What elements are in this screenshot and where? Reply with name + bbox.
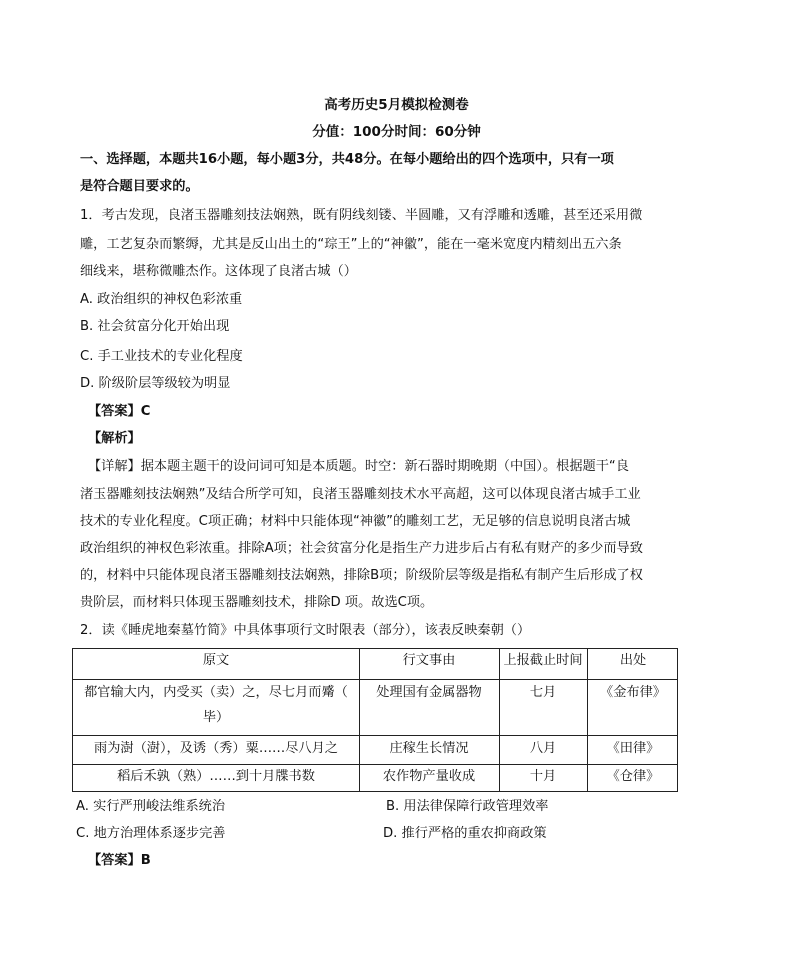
- q1-detail: 的，材料中只能体现良渚玉器雕刻技法娴熟，排除B项；阶级阶层等级是指私有制产生后形成了权: [80, 568, 643, 583]
- table-cell: 《田律》: [606, 741, 660, 756]
- q1-stem: 细线来，堪称微雕杰作。这体现了良渚古城（）: [80, 264, 357, 279]
- table-row-divider: [73, 764, 677, 765]
- table-header: 出处: [619, 653, 647, 668]
- page-title: 高考历史5月模拟检测卷: [324, 97, 469, 113]
- q1-answer: 【答案】C: [88, 404, 151, 419]
- q1-stem: 雕，工艺复杂而繁缛，尤其是反山出土的“琮王”上的“神徽”，能在一毫米宽度内精刻出五六条: [80, 237, 622, 252]
- q2-option-c: C. 地方治理体系逐步完善: [76, 826, 226, 841]
- table-row-divider: [73, 735, 677, 736]
- table-cell: 农作物产量收成: [382, 769, 476, 784]
- table-cell: 雨为澍（澍），及诱（秀）粟……尽八月之: [94, 741, 338, 756]
- q1-option-b: B. 社会贫富分化开始出现: [80, 319, 230, 334]
- table-cell: 七月: [529, 685, 557, 700]
- table-cell: 《金布律》: [600, 685, 666, 700]
- table-cell: 八月: [529, 741, 557, 756]
- q1-stem: 1．考古发现，良渚玉器雕刻技法娴熟，既有阴线刻镂、半圆雕，又有浮雕和透雕，甚至还采用微: [80, 208, 643, 223]
- q2-option-d: D. 推行严格的重农抑商政策: [383, 826, 547, 841]
- table-cell: 十月: [529, 769, 557, 784]
- table-cell: 《仓律》: [606, 769, 660, 784]
- q2-answer: 【答案】B: [88, 853, 151, 868]
- q1-option-d: D. 阶级阶层等级较为明显: [80, 376, 231, 391]
- statute-table: [72, 648, 678, 792]
- q2-option-b: B. 用法律保障行政管理效率: [386, 799, 549, 814]
- table-cell: 毕）: [202, 710, 230, 725]
- section-instruction-cont: 是符合题目要求的。: [80, 179, 199, 194]
- q1-detail: 政治组织的神权色彩浓重。排除A项；社会贫富分化是指生产力进步后占有私有财产的多少而导致: [80, 541, 643, 556]
- q1-detail: 【详解】据本题主题干的设问词可知是本质题。时空：新石器时期晚期（中国）。根据题干“良: [88, 459, 629, 474]
- q2-stem: 2．读《睡虎地秦墓竹简》中具体事项行文时限表（部分），该表反映秦朝（）: [80, 623, 531, 638]
- q1-detail: 渚玉器雕刻技法娴熟”及结合所学可知，良渚玉器雕刻技术水平高超，这可以体现良渚古城手工业: [80, 487, 641, 502]
- table-header: 行文事由: [402, 653, 456, 668]
- table-cell: 处理国有金属器物: [376, 685, 482, 700]
- table-header: 上报截止时间: [503, 653, 583, 668]
- q1-detail: 贵阶层，而材料只体现玉器雕刻技术，排除D 项。故选C项。: [80, 595, 434, 610]
- q1-analysis-label: 【解析】: [88, 431, 141, 446]
- table-cell: 都官输大内，内受买（卖）之，尽七月而觱（: [84, 685, 348, 700]
- table-header: 原文: [202, 653, 230, 668]
- table-row-divider: [73, 679, 677, 680]
- table-cell: 稻后禾孰（熟）……到十月牒书数: [117, 769, 315, 784]
- page-subtitle: 分值：100分时间：60分钟: [312, 124, 481, 140]
- q1-detail: 技术的专业化程度。C项正确；材料中只能体现“神徽”的雕刻工艺，无足够的信息说明良渚古城: [80, 514, 631, 529]
- table-cell: 庄稼生长情况: [389, 741, 469, 756]
- q1-option-c: C. 手工业技术的专业化程度: [80, 349, 243, 364]
- q2-option-a: A. 实行严刑峻法维系统治: [76, 799, 226, 814]
- q1-option-a: A. 政治组织的神权色彩浓重: [80, 292, 243, 307]
- section-instruction: 一、选择题，本题共16小题，每小题3分，共48分。在每小题给出的四个选项中，只有一项: [80, 152, 614, 167]
